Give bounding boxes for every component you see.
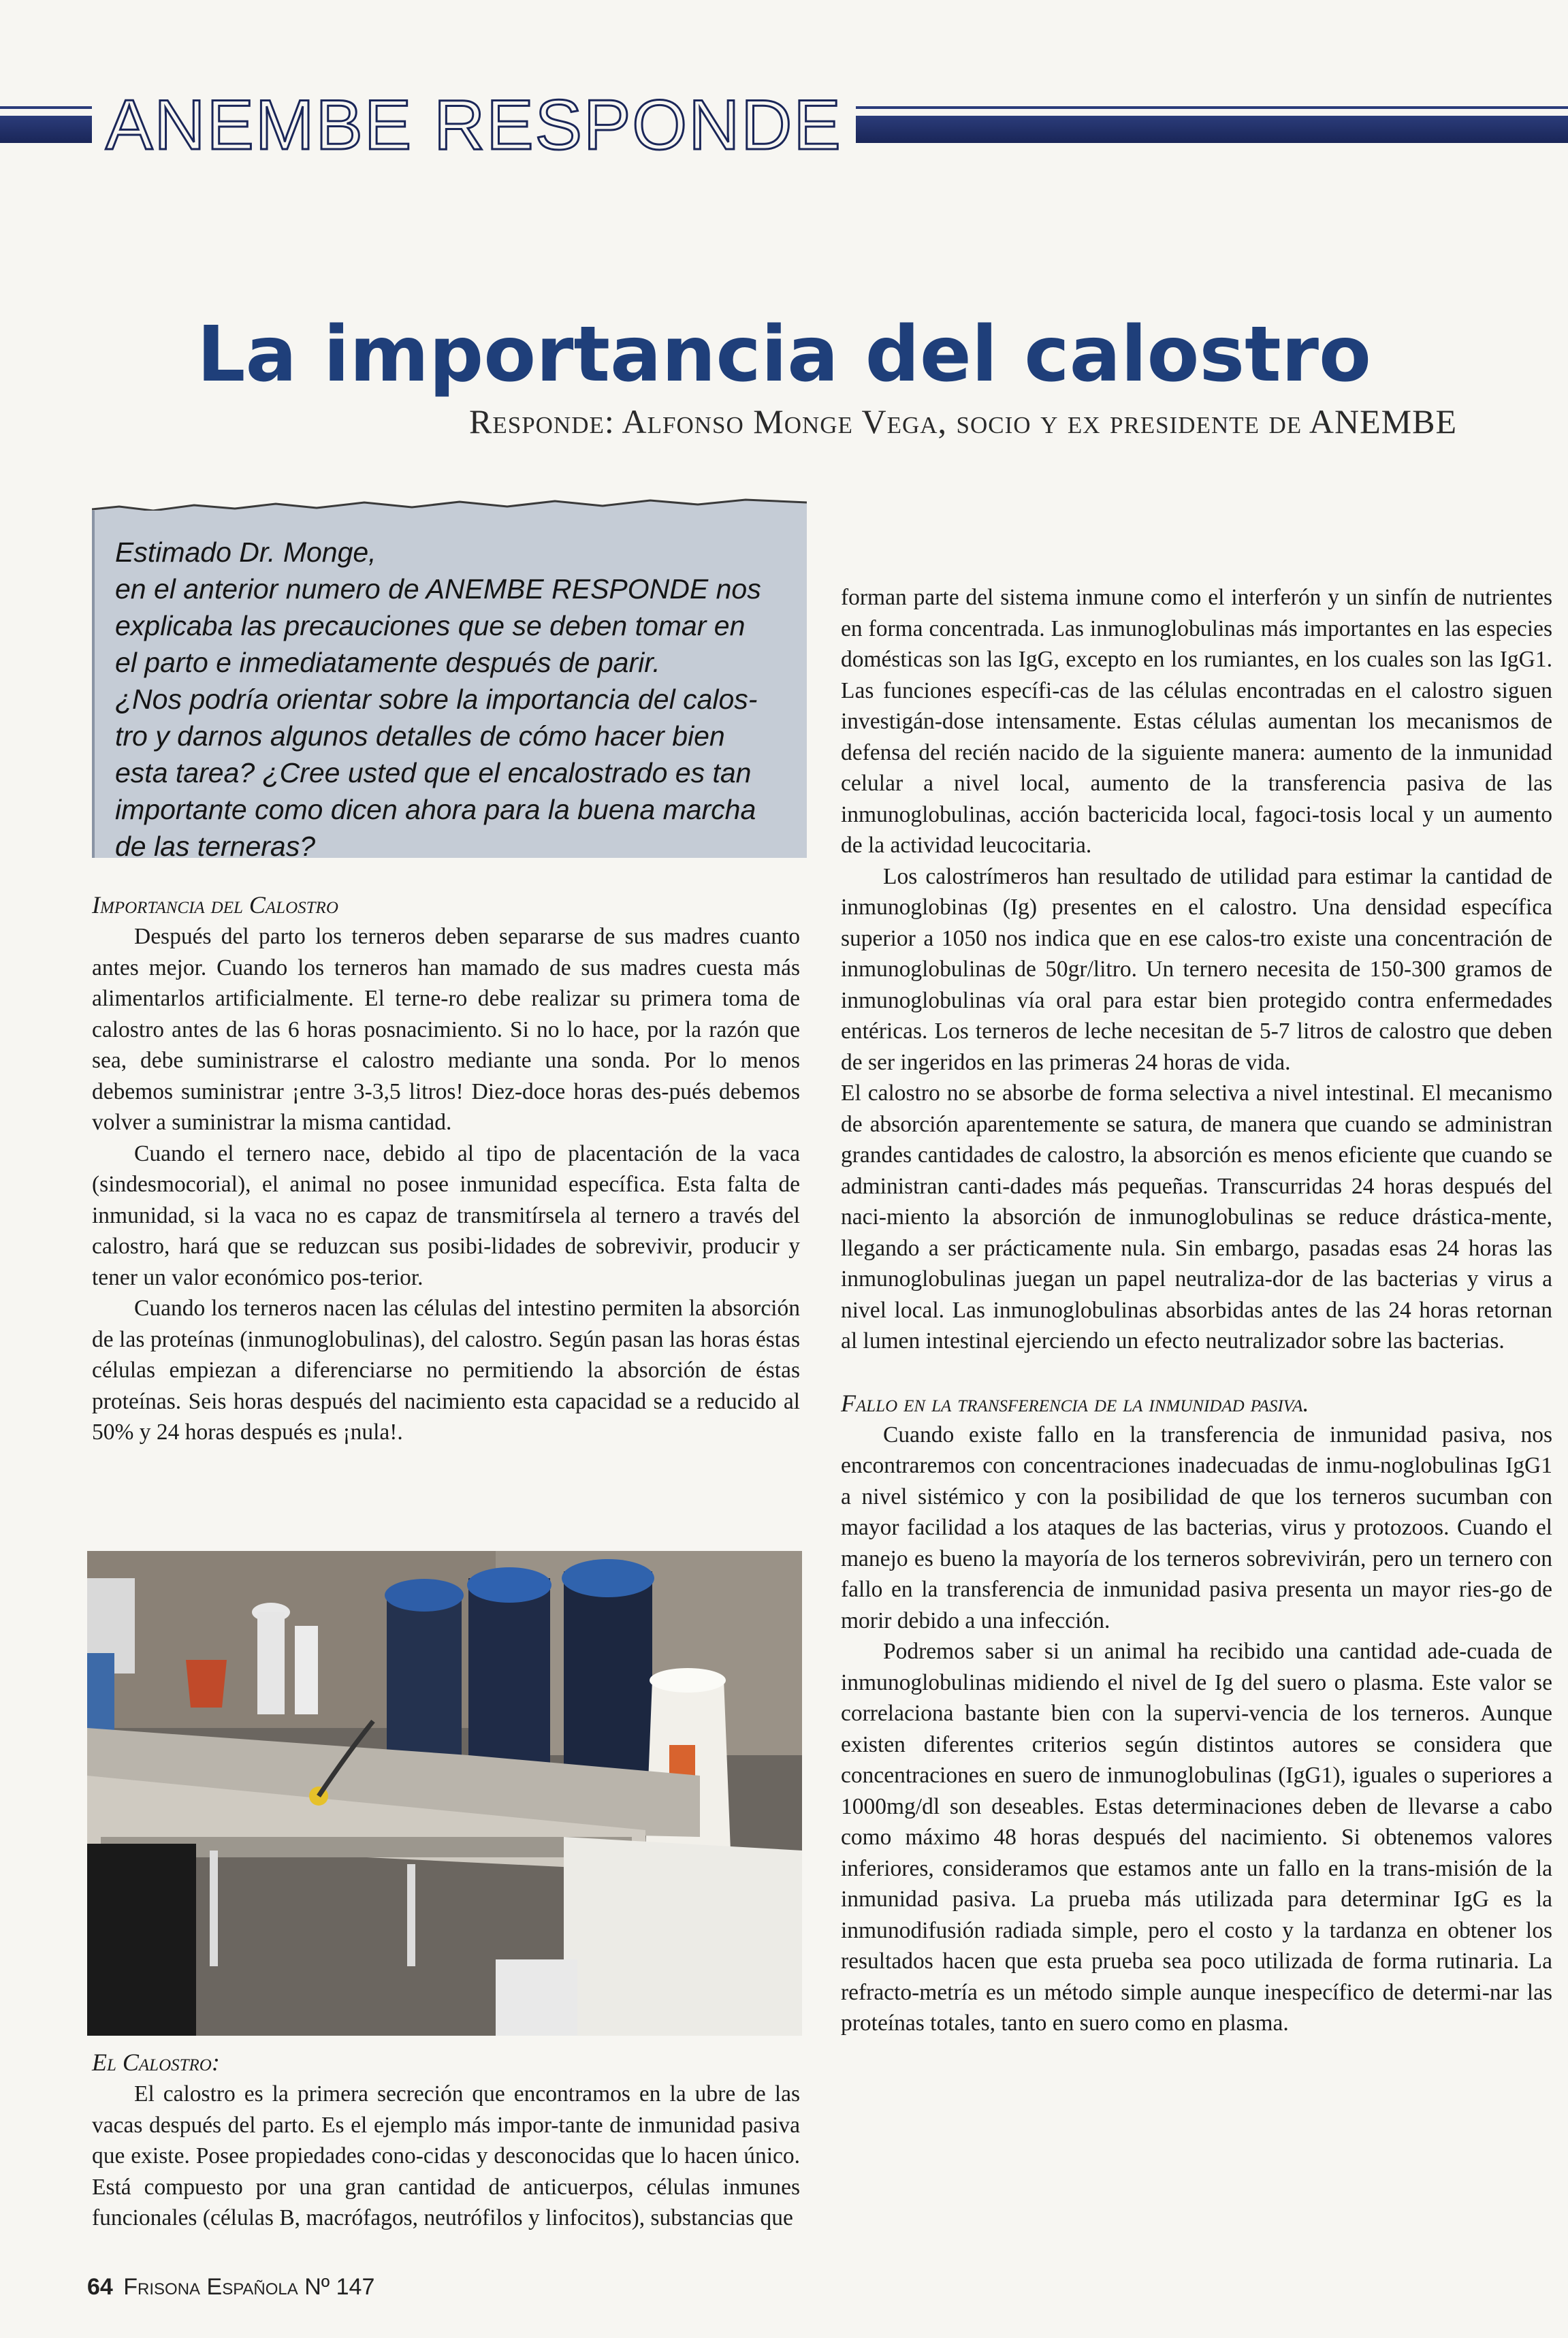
letter-line: Estimado Dr. Monge, — [115, 537, 377, 568]
milk-room-photo — [87, 1551, 802, 2036]
letter-line: el parto e inmediatamente después de parir. — [115, 647, 660, 678]
paragraph: forman parte del sistema inmune como el interferón y un sinfín de nutrientes en forma concentrada. Las inmunoglobulinas más importantes en las especies domésticas son las IgG, excepto en los rumiantes, en los cuales son las IgG1. Las funciones específi-cas de las células encontradas en el calostro siguen investigán-dose intensamente. Estas células aumentan los mecanismos de defensa del recién nacido de la siguiente manera: aumento de la inmunidad celular a nivel local, aumento de la transferencia pasiva de las inmunoglobulinas, acción bactericida local, fagoci-tosis local y un aumento de la actividad leucocitaria. — [841, 585, 1552, 858]
reader-letter — [92, 511, 807, 862]
letter-line: importante como dicen ahora para la buena marcha — [115, 794, 756, 825]
paragraph: Cuando los terneros nacen las células del intestino permiten la absorción de las proteínas (inmunoglobulinas), del calostro. Según pasan las horas éstas células empiezan a diferenciarse no permitiendo la absorción de éstas proteínas. Seis horas después del nacimiento esta capacidad se a reducido al 50% y 24 horas después es ¡nula!. — [92, 1296, 800, 1445]
byline-rest: socio y ex presidente de ANEMBE — [956, 402, 1457, 441]
paragraph: Podremos saber si un animal ha recibido una cantidad ade-cuada de inmunoglobulinas midiendo el nivel de Ig del suero o plasma. Este valor se correlaciona bastante bien con la supervi-vencia de los terneros. Aunque existen diferentes criterios según distintos autores se considera que concentraciones en suero de inmunoglobulinas (IgG1), iguales o superiores a 1000mg/dl son deseables. Estas determinaciones deben de llevarse a cabo como máximo 48 horas después del nacimiento. Si obtenemos valores inferiores, consideramos que estamos ante un fallo en la trans-misión de la inmunidad pasiva. La prueba más utilizada para determinar IgG es la inmunodifusión radiada simple, pero el costo y la tardanza en obtener los resultados hacen que esta prueba sea poco utilizada de forma rutinaria. La refracto-metría es un método simple aunque inespecífico de determi-nar las proteínas totales, tanto en suero como en plasma. — [841, 1639, 1552, 2036]
paragraph: Después del parto los terneros deben separarse de sus madres cuanto antes mejor. Cuando los terneros han mamado de sus madres cuesta más alimentarlos artificialmente. El terne-ro debe realizar su primera toma de calostro antes de las 6 horas posnacimiento. Si no lo hace, por la razón que sea, debe suministrarse el calostro mediante una sonda. Por lo menos debemos suministrar ¡entre 3-3,5 litros! Diez-doce horas des-pués debemos volver a suministrar la misma cantidad. — [92, 924, 800, 1135]
heading-importancia: Importancia del Calostro — [92, 891, 338, 918]
letter-line: esta tarea? ¿Cree usted que el encalostrado es tan — [115, 757, 752, 788]
paragraph: Cuando existe fallo en la transferencia de inmunidad pasiva, nos encontraremos con concentraciones inadecuadas de inmu-noglobulinas IgG1 a nivel sistémico y con la posibilidad de que los terneros sucumban con mayor facilidad a los ataques de las bacterias, virus y protozoos. Cuando el manejo es bueno la mayoría de los terneros sobrevivirán, pero un ternero con fallo en la transferencia de inmunidad pasiva presenta un mayor ries-go de morir debido a una infección. — [841, 1422, 1552, 1633]
letter-line: en el anterior numero de ANEMBE RESPONDE nos — [115, 573, 761, 605]
heading-calostro: El Calostro: — [92, 2049, 220, 2076]
letter-line: de las terneras? — [115, 831, 316, 862]
letter-line: explicaba las precauciones que se deben tomar en — [115, 610, 746, 641]
page-footer — [87, 2274, 374, 2301]
section-label: ANEMBE RESPONDE — [92, 90, 856, 161]
heading-fallo: Fallo en la transferencia de la inmunidad pasiva. — [841, 1389, 1309, 1417]
page-number: 64 — [87, 2274, 113, 2300]
publication-name: Frisona Española Nº 147 — [123, 2274, 375, 2300]
paragraph: El calostro no se absorbe de forma selectiva a nivel intestinal. El mecanismo de absorción aparentemente se satura, de manera que cuando se administran grandes cantidades de calostro, la absorción es menos eficiente que cuando se administran canti-dades más pequeñas. Transcurridas 24 horas después del naci-miento la absorción de inmunoglobulinas se reduce drástica-mente, llegando a ser prácticamente nula. Sin embargo, pasadas esas 24 horas las inmunoglobulinas juegan un papel neutraliza-dor de las bacterias y virus a nivel local. Las inmunoglobulinas absorbidas antes de las 24 horas retornan al lumen intestinal ejerciendo un efecto neutralizador sobre las bacterias. — [841, 1080, 1552, 1354]
left-column-bottom — [92, 2046, 800, 2234]
letter-line: tro y darnos algunos detalles de cómo hacer bien — [115, 720, 725, 752]
paragraph: Cuando el ternero nace, debido al tipo de placentación de la vaca (sindesmocorial), el animal no posee inmunidad específica. Esta falta de inmunidad, si la vaca no es capaz de transmitírsela al ternero a través del calostro, hará que se reduzcan sus posibi-lidades de sobrevivir, producir y tener un valor económico pos-terior. — [92, 1140, 800, 1290]
byline-prefix: Responde: Alfonso Monge Vega, — [469, 402, 948, 441]
paragraph: Los calostrímeros han resultado de utilidad para estimar la cantidad de inmunoglobinas (Ig) presentes en el calostro. Una densidad específica superior a 1050 nos indica que en ese calos-tro existe una concentración de inmunoglobulinas de 50gr/litro. Un ternero necesita de 150-300 gramos de inmunoglobulinas vía oral para estar bien protegido contra enfermedades entéricas. Los terneros de leche necesitan de 5-7 litros de calostro que deben de ser ingeridos en las primeras 24 horas de vida. — [841, 863, 1552, 1075]
byline — [0, 402, 1457, 441]
paragraph: El calostro es la primera secreción que encontramos en la ubre de las vacas después del parto. Es el ejemplo más impor-tante de inmunidad pasiva que existe. Posee propiedades cono-cidas y desconocidas que lo hacen único. Está compuesto por una gran cantidad de anticuerpos, células inmunes funcionales (células B, macrófagos, neutrófilos y linfocitos), substancias que — [92, 2081, 800, 2230]
left-column-top — [92, 888, 800, 1448]
right-column — [841, 582, 1552, 2039]
letter-line: ¿Nos podría orientar sobre la importancia del calos- — [115, 684, 758, 715]
article-title: La importancia del calostro — [197, 310, 1371, 400]
